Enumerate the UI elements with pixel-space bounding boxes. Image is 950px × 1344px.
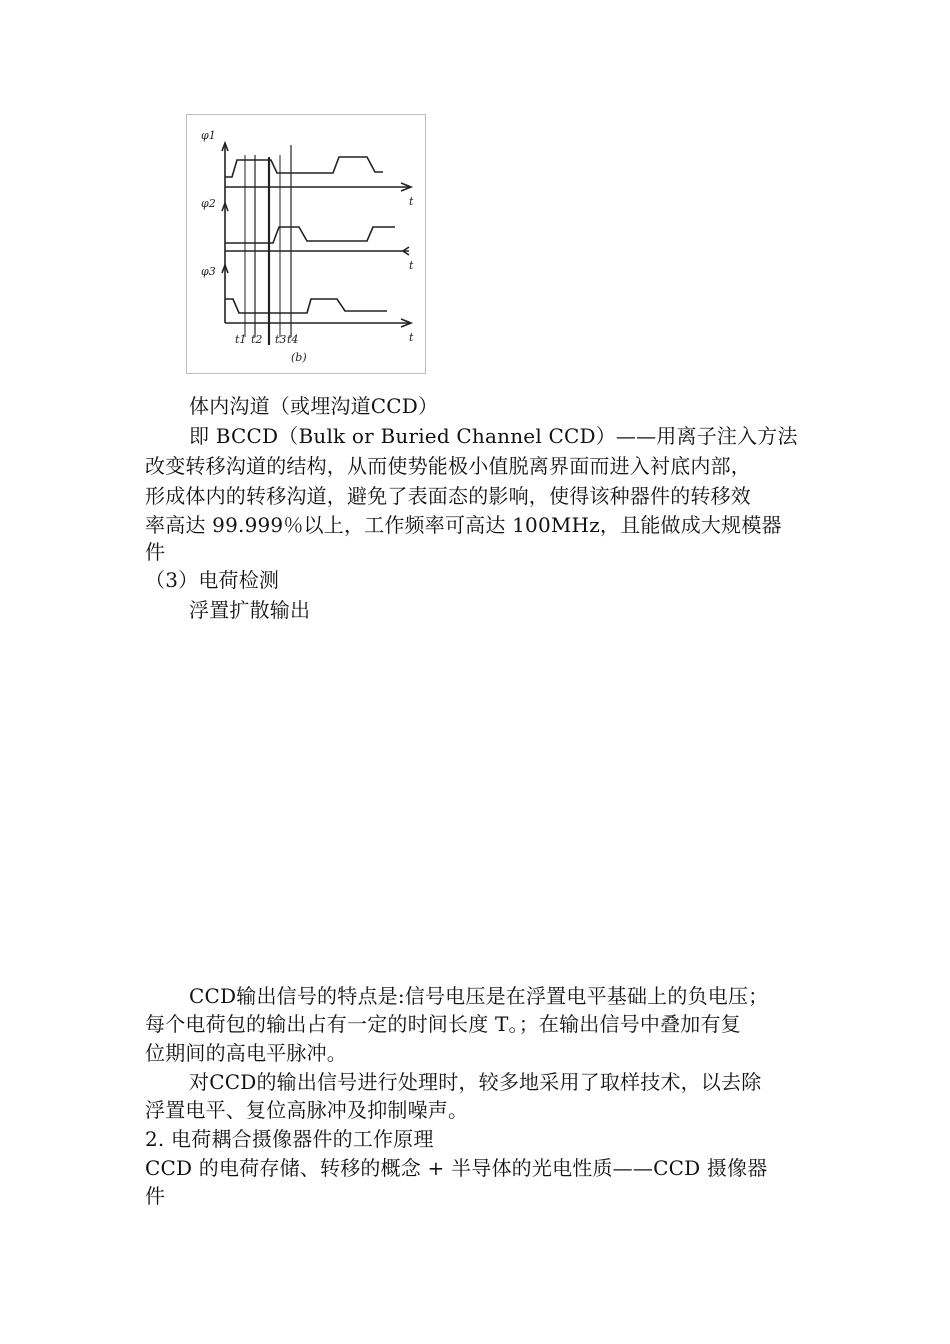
paragraph-line: 即 BCCD（Bulk or Buried Channel CCD）——用离子注入方法: [189, 424, 798, 448]
section-heading-bulk-channel: 体内沟道（或埋沟道CCD）: [189, 394, 439, 418]
clock-waveform-figure: [186, 114, 426, 374]
paragraph-line: 对CCD的输出信号进行处理时，较多地采用了取样技术，以去除: [189, 1070, 762, 1094]
t2-label: t2: [251, 333, 263, 346]
t3-label: t3: [275, 333, 287, 346]
t1-label: t1: [235, 333, 247, 346]
phi3-waveform: [225, 299, 387, 313]
section-heading-charge-detection: （3）电荷检测: [145, 568, 280, 592]
paragraph-line: 率高达 99.999％以上，工作频率可高达 100MHz，且能做成大规模器: [145, 513, 782, 537]
phi1-waveform: [225, 157, 383, 177]
t4-label: t4: [287, 333, 299, 346]
paragraph-line: CCD 的电荷存储、转移的概念 + 半导体的光电性质——CCD 摄像器: [145, 1156, 768, 1180]
phi1-t-label: t: [409, 195, 414, 208]
paragraph-line: 浮置电平、复位高脉冲及抑制噪声。: [145, 1098, 469, 1122]
phi3-label: φ3: [201, 265, 216, 278]
phi2-waveform: [225, 227, 395, 243]
paragraph-line: 形成体内的转移沟道，避免了表面态的影响，使得该种器件的转移效: [145, 484, 751, 508]
paragraph-line: 位期间的高电平脉冲。: [145, 1041, 347, 1065]
phi2-t-label: t: [409, 259, 414, 272]
paragraph-line: CCD输出信号的特点是:信号电压是在浮置电平基础上的负电压；: [189, 984, 769, 1008]
paragraph-line: 改变转移沟道的结构，从而使势能极小值脱离界面而进入衬底内部，: [145, 454, 751, 478]
phi1-label: φ1: [201, 129, 216, 142]
waveform-diagram: [187, 115, 427, 375]
section-heading-ccd-principle: 2. 电荷耦合摄像器件的工作原理: [145, 1127, 434, 1151]
phi3-t-label: t: [409, 331, 414, 344]
paragraph-line: 件: [145, 1184, 166, 1208]
subheading-floating-diffusion: 浮置扩散输出: [189, 598, 311, 622]
figure-caption: (b): [291, 351, 307, 364]
phi2-label: φ2: [201, 197, 216, 210]
paragraph-line: 每个电荷包的输出占有一定的时间长度 T。；在输出信号中叠加有复: [145, 1012, 741, 1036]
paragraph-line: 件: [145, 540, 166, 564]
